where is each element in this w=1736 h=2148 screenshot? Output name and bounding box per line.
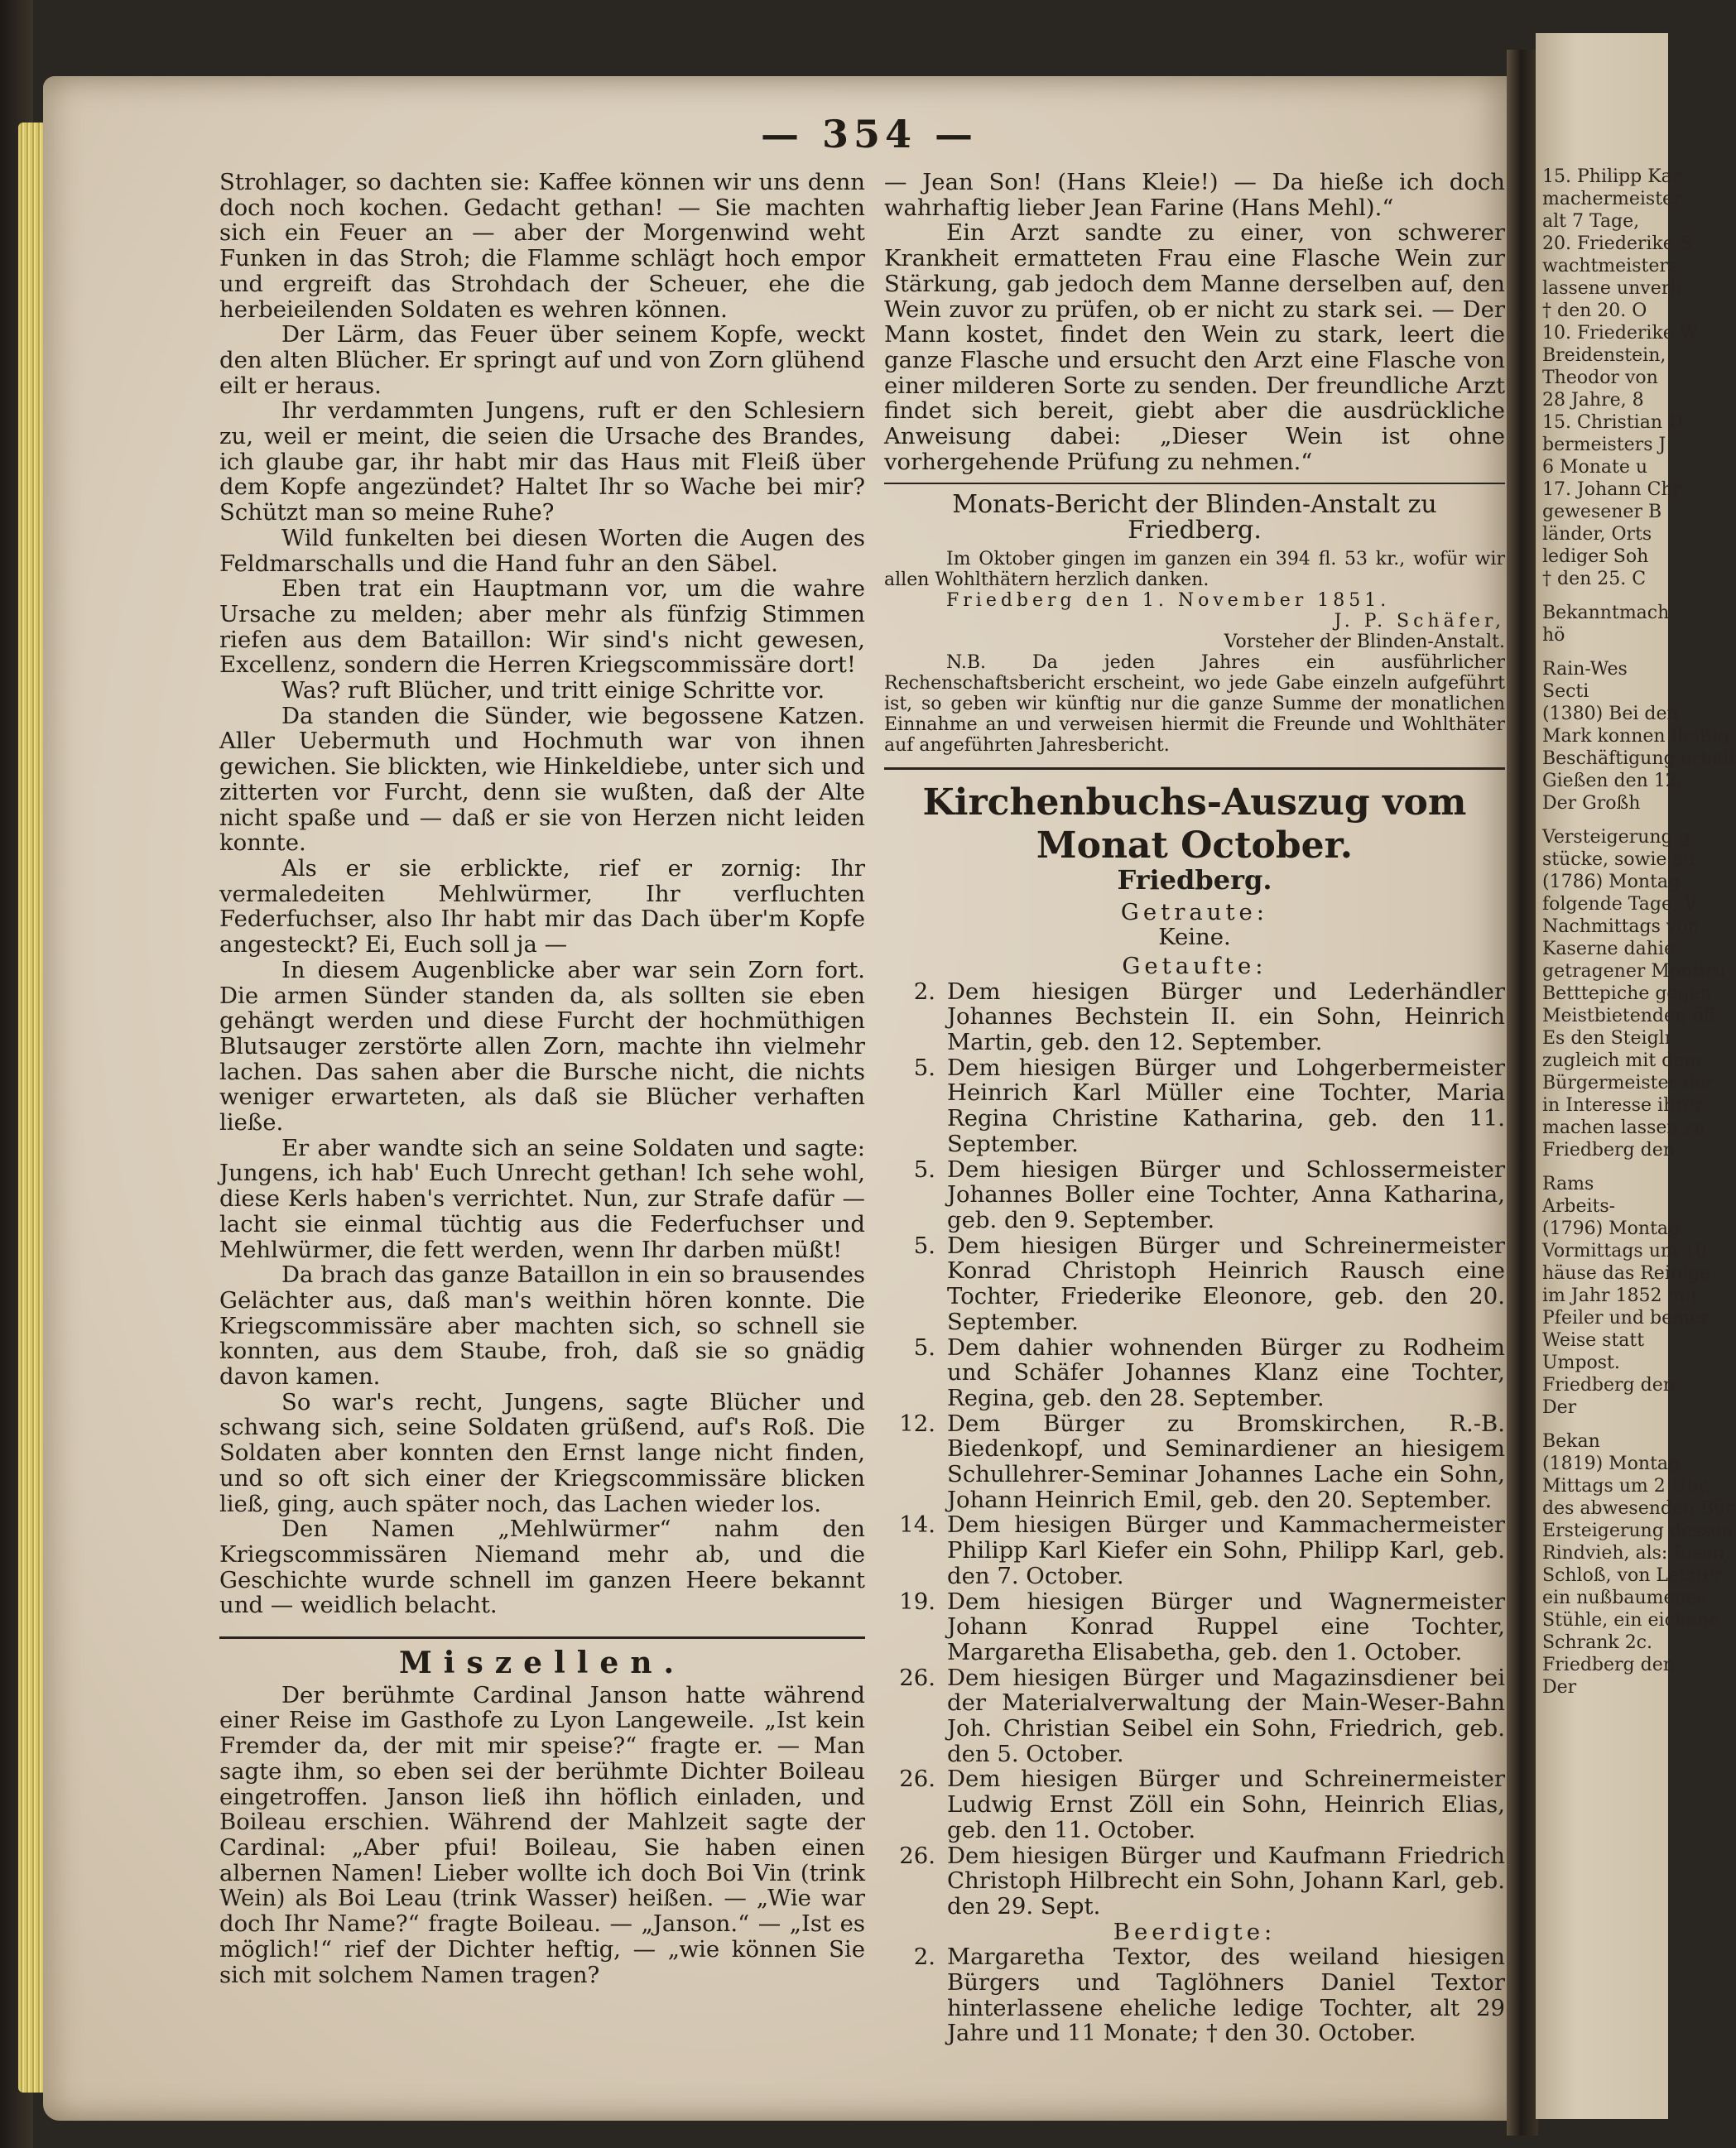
report-title: Monats-Bericht der Blinden-Anstalt zu Friedberg. <box>952 490 1437 545</box>
next-page-line: † den 25. C <box>1542 569 1647 589</box>
next-page-line: Mark konnen fleißig <box>1542 726 1730 747</box>
next-page-line: Umpost. <box>1542 1353 1620 1373</box>
report-body: Im Oktober gingen im ganzen ein 394 fl. 53 kr., wofür wir allen Wohlthätern herzlich danken. <box>884 548 1505 590</box>
next-page-line: Rain-Wes <box>1542 659 1628 680</box>
entry-day: 26. <box>899 1766 935 1793</box>
section-divider <box>219 1636 865 1639</box>
next-page-line: machen lassen zu <box>1542 1117 1706 1138</box>
register-entry <box>884 1055 1505 1157</box>
next-page-line: Schrank 2c. <box>1542 1632 1652 1653</box>
report-signer-title: Vorsteher der Blinden-Anstalt. <box>1224 631 1505 652</box>
paragraph: Ein Arzt sandte zu einer, von schwerer Krankheit ermatteten Frau eine Flasche Wein zur Stärkung, gab jedoch dem Manne derselben auf, den Wein zuvor zu prüfen, ob er nicht zu stark sei. — Der Mann kostet, findet den Wein zu stark, leert die ganze Flasche und ersucht den Arzt eine Flasche von einer milderen Sorte zu senden. Der freundliche Arzt findet sich bereit, giebt aber die ausdrückliche Anweisung dabei: „Dieser Wein ist ohne vorhergehende Prüfung zu nehmen.“ <box>884 219 1505 475</box>
next-page-line: 10. Friederike W <box>1542 323 1699 344</box>
entry-day: 26. <box>899 1664 935 1691</box>
next-page-line: Ersteigerung dessen <box>1542 1521 1734 1541</box>
next-page-line: Meistbietenden öff <box>1542 1006 1717 1026</box>
next-page-line: bermeisters J <box>1542 435 1666 455</box>
register-entry <box>884 1335 1505 1411</box>
entry-text: Dem hiesigen Bürger und Lohgerbermeister Heinrich Karl Müller eine Tochter, Maria Regina Christine Katharina, geb. den 11. September. <box>947 1054 1505 1157</box>
register-entry <box>884 1665 1505 1767</box>
report-note: N.B. Da jeden Jahres ein ausführlicher Rechenschaftsbericht erscheint, wo jede Gabe einzeln aufgeführt ist, so geben wir künftig nur die ganze Summe der monatlichen Einnahme an und verweisen hiermit die Freunde und Wohlthäter auf angeführten Jahresbericht. <box>884 651 1505 756</box>
paragraph: Eben trat ein Hauptmann vor, um die wahre Ursache zu melden; aber mehr als fünfzig Stimmen riefen aus dem Bataillon: Wir sind's nicht gewesen, Excellenz, sondern die Herren Kriegscommissäre dort! <box>219 575 865 679</box>
entry-day: 12. <box>899 1410 935 1437</box>
next-page-line: Weise statt <box>1542 1330 1645 1351</box>
entry-text: Dem hiesigen Bürger und Kaufmann Friedrich Christoph Hilbrecht ein Sohn, Johann Karl, geb. den 29. Sept. <box>947 1842 1505 1920</box>
next-page-line <box>1542 815 1736 826</box>
baptized-heading: Getaufte: <box>1122 952 1267 979</box>
report-signer-name: J. P. Schäfer, <box>1334 610 1505 632</box>
next-page-line: länder, Orts <box>1542 524 1652 545</box>
register-entry <box>884 1843 1505 1920</box>
paragraph: Den Namen „Mehlwürmer“ nahm den Kriegscommissären Niemand mehr ab, und die Geschichte wurde schnell im ganzen Heere bekannt und — weidlich belacht. <box>219 1516 865 1619</box>
entry-day: 5. <box>913 1232 935 1259</box>
buried-list <box>884 1944 1505 2046</box>
next-page-line: lediger Soh <box>1542 546 1649 567</box>
entry-day: 5. <box>913 1333 935 1361</box>
paragraph: Der berühmte Cardinal Janson hatte während einer Reise im Gasthofe zu Lyon Langeweile. „Ist kein Fremder da, der mit mir speise?“ fragte er. — Man sagte ihm, so eben sei der berühmte Dichter Boileau eingetroffen. Janson ließ ihn höflich einladen, und Boileau erschien. Während der Mahlzeit sagte der Cardinal: „Aber pfui! Boileau, Sie haben einen albernen Namen! Lieber wollte ich doch Boi Vin (trink Wein) als Boi Leau (trink Wasser) heißen. — „Wie war doch Ihr Name?“ fragte Boileau. — „Janson.“ — „Ist es möglich!“ rief der Dichter heftig, — „wie können Sie sich mit solchem Namen tragen? <box>219 1681 865 1988</box>
next-page-line: Friedberg den <box>1542 1655 1675 1675</box>
right-column <box>884 170 1505 2046</box>
church-register-place: Friedberg. <box>1117 863 1272 896</box>
page-number: — 354 — <box>760 112 979 156</box>
next-page-line: in Interesse ihrer <box>1542 1095 1704 1116</box>
next-page-line: 6 Monate u <box>1542 457 1648 478</box>
next-page-line: Versteigerung g <box>1542 827 1690 848</box>
paragraph: Was? ruft Blücher, und tritt einige Schritte vor. <box>281 677 825 704</box>
paragraph: Als er sie erblickte, rief er zornig: Ihr vermaledeiten Mehlwürmer, Ihr verfluchten Federfuchser, also Ihr habt mir das Dach über'm Kopfe angesteckt? Ei, Euch soll ja — <box>219 854 865 959</box>
next-page-line: Kaserne dahie <box>1542 939 1675 959</box>
next-page-line: im Jahr 1852 mit <box>1542 1285 1699 1306</box>
paragraph: In diesem Augenblicke aber war sein Zorn fort. Die armen Sünder standen da, als sollten sie eben gehängt werden und diese Furcht der hochmüthigen Blutsauger zerstörte allen Zorn, machte ihn vielmehr lachen. Das sahen aber die Bursche nicht, die nichts weniger erwarteten, als daß sie Blücher verhaften ließe. <box>219 956 865 1136</box>
paragraph: Strohlager, so dachten sie: Kaffee können wir uns denn doch noch kochen. Gedacht gethan! — Sie machten sich ein Feuer an — aber der Morgenwind weht Funken in das Stroh; die Flamme schlägt hoch empor und ergreift das Strohdach der Scheuer, ehe die herbeieilenden Soldaten es wehren können. <box>219 169 865 323</box>
entry-text: Dem hiesigen Bürger und Lederhändler Johannes Bechstein II. ein Sohn, Heinrich Martin, geb. den 12. September. <box>947 978 1505 1056</box>
next-page-line: (1819) Montag <box>1542 1454 1681 1474</box>
next-page-line: 15. Philipp Kar <box>1542 166 1681 187</box>
entry-day: 5. <box>913 1054 935 1081</box>
next-page-line: alt 7 Tage, <box>1542 211 1640 232</box>
next-page-line: Friedberg den <box>1542 1375 1675 1396</box>
next-page-line: Bekanntmach <box>1542 603 1670 623</box>
next-page-line: machermeister <box>1542 189 1682 209</box>
next-page-text <box>1542 166 1736 1699</box>
next-page-line: 15. Christian D <box>1542 412 1683 433</box>
next-page-line <box>1542 1161 1736 1173</box>
left-column <box>219 170 865 1987</box>
next-page-line: Bürgermeister der <box>1542 1073 1714 1093</box>
next-page-line: lassene unverh <box>1542 278 1682 299</box>
paragraph: — Jean Son! (Hans Kleie!) — Da hieße ich doch wahrhaftig lieber Jean Farine (Hans Mehl).“ <box>884 169 1505 221</box>
next-page-line: des abwesenden Bür <box>1542 1498 1735 1519</box>
next-page-line: Arbeits- <box>1542 1196 1616 1217</box>
register-entry <box>884 979 1505 1055</box>
entry-text: Dem hiesigen Bürger und Kammachermeister Philipp Karl Kiefer ein Sohn, Philipp Karl, geb. den 7. October. <box>947 1511 1505 1589</box>
paragraph: So war's recht, Jungens, sagte Blücher und schwang sich, seine Soldaten grüßend, auf's Roß. Die Soldaten aber konnten den Ernst lange nicht finden, und so oft sich einer der Kriegscommissäre blicken ließ, ging, auch später noch, das Lachen wieder los. <box>219 1388 865 1517</box>
church-register-title: Kirchenbuchs-Auszug vom Monat October. <box>922 781 1467 867</box>
entry-day: 14. <box>899 1511 935 1539</box>
next-page-line: Bekan <box>1542 1431 1600 1452</box>
next-page-line: häuse das Reinige <box>1542 1263 1711 1284</box>
next-page-line: 20. Friederike S <box>1542 233 1692 254</box>
entry-text: Dem hiesigen Bürger und Schreinermeister Konrad Christoph Heinrich Rausch eine Tochter, Friederike Eleonore, geb. den 20. September. <box>947 1232 1505 1335</box>
next-page-line: Der <box>1542 1397 1577 1418</box>
next-page-line: Vormittags um 10 <box>1542 1241 1707 1261</box>
report-date: Friedberg den 1. November 1851. <box>946 589 1391 611</box>
next-page-line: (1796) Montag <box>1542 1218 1681 1239</box>
next-page-line: Nachmittags von <box>1542 916 1700 937</box>
paragraph: Da standen die Sünder, wie begossene Katzen. Aller Uebermuth und Hochmuth war von ihnen gewichen. Sie blickten, wie Hinkeldiebe, unter sich und zitterten vor Furcht, denn sie wußten, daß der Alte nicht spaße und — daß er sie von Herzen nicht leiden konnte. <box>219 702 865 857</box>
paragraph: Er aber wandte sich an seine Soldaten und sagte: Jungens, ich hab' Euch Unrecht gethan! Ich sehe wohl, diese Kerls haben's verrichtet. Nun, zur Strafe dafür — lacht sie einmal tüchtig aus die Federfuchser und Mehlwürmer, die fett werden, wenn Ihr darben müßt! <box>219 1134 865 1263</box>
baptized-list <box>884 979 1505 1920</box>
next-page-line: (1786) Montag <box>1542 872 1681 892</box>
entry-text: Dem hiesigen Bürger und Schreinermeister Ludwig Ernst Zöll ein Sohn, Heinrich Elias, geb. den 11. October. <box>947 1766 1505 1843</box>
next-page-line: folgende Tage, V <box>1542 894 1697 915</box>
next-page-fragment <box>1536 33 1736 2119</box>
entry-text: Dem hiesigen Bürger und Magazinsdiener bei der Materialverwaltung der Main-Weser-Bahn Joh. Christian Seibel ein Sohn, Friedrich, geb. den 5. October. <box>947 1664 1505 1767</box>
next-page-line <box>1542 590 1736 602</box>
next-page-line: Rams <box>1542 1174 1594 1194</box>
entry-day: 26. <box>899 1842 935 1869</box>
entry-text: Dem hiesigen Bürger und Wagnermeister Johann Konrad Ruppel eine Tochter, Margaretha Elisabetha, geb. den 1. October. <box>947 1588 1505 1665</box>
next-page-line: getragener Montiru <box>1542 961 1726 982</box>
next-page-line: Rindvieh, als: Eisen, <box>1542 1543 1730 1564</box>
paragraph: Ihr verdammten Jungens, ruft er den Schlesiern zu, weil er meint, die seien die Ursache des Brandes, ich glaube gar, ihr habt mir das Haus mit Fleiß über dem Kopfe angezündet? Haltet Ihr so Wache bei mir? Schützt man so meine Ruhe? <box>219 397 865 526</box>
next-page-line: Mittags um 2 Uhr, <box>1542 1476 1711 1497</box>
next-page-line <box>1542 646 1736 658</box>
register-entry <box>884 1157 1505 1233</box>
next-page-line: Es den Steiglı <box>1542 1028 1671 1049</box>
entry-text: Margaretha Textor, des weiland hiesigen Bürgers und Taglöhners Daniel Textor hinterlassene eheliche ledige Tochter, alt 29 Jahre und 11 Monate; † den 30. October. <box>947 1944 1505 2047</box>
next-page-line: stücke, sowie au <box>1542 849 1695 870</box>
entry-day: 5. <box>913 1156 935 1183</box>
paragraph: Der Lärm, das Feuer über seinem Kopfe, weckt den alten Blücher. Er springt auf und von Zorn glühend eilt er heraus. <box>219 321 865 399</box>
next-page-line: (1380) Bei den <box>1542 704 1679 724</box>
next-page-line: Theodor von <box>1542 368 1658 388</box>
section-divider <box>884 483 1505 484</box>
married-none: Keine. <box>1158 924 1231 951</box>
next-page-line: wachtmeisters <box>1542 256 1678 276</box>
entry-text: Dem hiesigen Bürger und Schlossermeister Johannes Boller eine Tochter, Anna Katharina, geb. den 9. September. <box>947 1156 1505 1233</box>
entry-text: Dem Bürger zu Bromskirchen, R.-B. Biedenkopf, und Seminardiener an hiesigem Schullehrer-Seminar Johannes Lache ein Sohn, Johann Heinrich Emil, geb. den 20. September. <box>947 1410 1505 1513</box>
next-page-line: ein nußbaumenes <box>1542 1588 1706 1608</box>
next-page-line <box>1542 1419 1736 1430</box>
next-page-line: 17. Johann Chr <box>1542 479 1682 500</box>
paragraph: Wild funkelten bei diesen Worten die Augen des Feldmarschalls und die Hand fuhr an den Säbel. <box>219 524 865 577</box>
page-edges-gilt <box>18 123 43 2093</box>
married-heading: Getraute: <box>1120 898 1269 925</box>
register-entry <box>884 1411 1505 1513</box>
buried-heading: Beerdigte: <box>1113 1918 1277 1945</box>
register-entry <box>884 1233 1505 1335</box>
next-page-line: Breidenstein, <box>1542 345 1666 366</box>
next-page-line: Schloß, von Letzter <box>1542 1565 1723 1586</box>
next-page-line: gewesener B <box>1542 502 1662 522</box>
report-block <box>884 549 1505 756</box>
next-page-line: 28 Jahre, 8 <box>1542 390 1644 411</box>
next-page-line: Stühle, ein eichene <box>1542 1610 1720 1631</box>
register-entry <box>884 1944 1505 2046</box>
register-entry <box>884 1512 1505 1588</box>
entry-day: 2. <box>913 978 935 1005</box>
next-page-line: Der <box>1542 1677 1577 1698</box>
next-page-line: Der Großh <box>1542 793 1641 814</box>
next-page-line: Beschäftigung erhalt <box>1542 748 1736 769</box>
register-entry <box>884 1589 1505 1665</box>
paragraph: Da brach das ganze Bataillon in ein so brausendes Gelächter aus, daß man's weithin hören konnte. Die Kriegscommissäre aber machten sich, so schnell sie konnten, aus dem Staube, froh, daß sie so gnädig davon kamen. <box>219 1261 865 1391</box>
next-page-line: Gießen den 12. <box>1542 771 1683 791</box>
next-page-line: hö <box>1542 625 1565 646</box>
next-page-line: Friedberg den <box>1542 1140 1675 1160</box>
book-gutter <box>1507 50 1538 2136</box>
next-page-line: Pfeiler und bemer <box>1542 1308 1710 1329</box>
entry-text: Dem dahier wohnenden Bürger zu Rodheim und Schäfer Johannes Klanz eine Tochter, Regina, geb. den 28. September. <box>947 1333 1505 1411</box>
miscellany-heading: Miszellen. <box>398 1646 686 1681</box>
next-page-line: zugleich mit dem <box>1542 1050 1702 1071</box>
next-page-line: Secti <box>1542 681 1589 702</box>
next-page-line: Betttepiche gegen <box>1542 983 1712 1004</box>
register-entry <box>884 1766 1505 1843</box>
section-divider <box>884 767 1505 770</box>
next-page-line: † den 20. O <box>1542 300 1647 321</box>
entry-day: 2. <box>913 1944 935 1971</box>
entry-day: 19. <box>899 1588 935 1615</box>
